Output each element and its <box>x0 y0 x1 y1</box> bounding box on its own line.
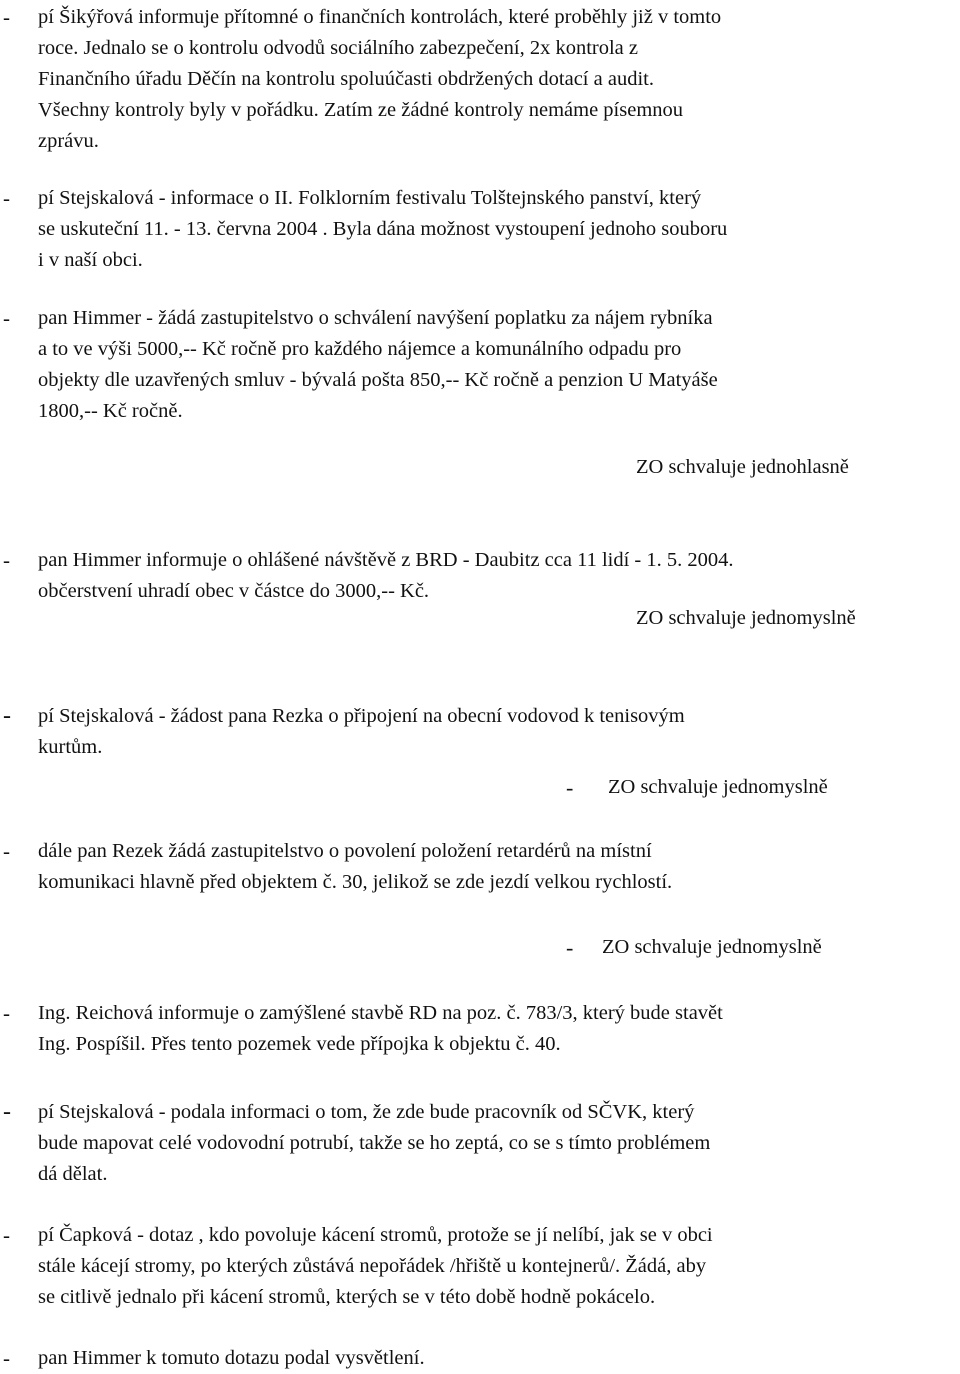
item-text-line: Všechny kontroly byly v pořádku. Zatím ze žádné kontroly nemáme písemnou <box>38 99 684 121</box>
item-text-line: komunikaci hlavně před objektem č. 30, jelikož se zde jezdí velkou rychlostí. <box>38 871 673 893</box>
item-text-line: se uskuteční 11. - 13. června 2004 . Byla dána možnost vystoupení jednoho souboru <box>38 218 728 240</box>
resolution-dash: - <box>566 775 574 800</box>
item-text-line: zprávu. <box>38 130 99 152</box>
item-text-line: pí Stejskalová - podala informaci o tom, že zde bude pracovník od SČVK, který <box>38 1101 695 1123</box>
list-dash: - <box>3 306 10 330</box>
list-dash: - <box>3 1223 10 1247</box>
list-dash: - <box>3 703 11 729</box>
item-text-line: bude mapovat celé vodovodní potrubí, takže se ho zeptá, co se s tímto problémem <box>38 1132 711 1154</box>
item-text-line: stále kácejí stromy, po kterých zůstává nepořádek /hřiště u kontejnerů/. Žádá, aby <box>38 1255 707 1277</box>
item-text-line: dá dělat. <box>38 1163 108 1185</box>
item-text-line: a to ve výši 5000,-- Kč ročně pro každého nájemce a komunálního odpadu pro <box>38 338 682 360</box>
item-text-line: pan Himmer - žádá zastupitelstvo o schválení navýšení poplatku za nájem rybníka <box>38 307 713 329</box>
list-dash: - <box>3 5 10 29</box>
list-dash: - <box>3 1346 10 1370</box>
resolution-text: ZO schvaluje jednomyslně <box>608 776 828 798</box>
item-text-line: pí Čapková - dotaz , kdo povoluje kácení stromů, protože se jí nelíbí, jak se v obci <box>38 1224 713 1246</box>
item-text-line: pan Himmer k tomuto dotazu podal vysvětlení. <box>38 1347 425 1369</box>
list-dash: - <box>3 548 10 572</box>
list-dash: - <box>3 1099 11 1125</box>
resolution-text: ZO schvaluje jednomyslně <box>636 607 856 629</box>
item-text-line: se citlivě jednalo při kácení stromů, kterých se v této době hodně pokácelo. <box>38 1286 656 1308</box>
item-text-line: Ing. Reichová informuje o zamýšlené stavbě RD na poz. č. 783/3, který bude stavět <box>38 1002 723 1024</box>
list-dash: - <box>3 186 10 210</box>
item-text-line: kurtům. <box>38 736 103 758</box>
item-text-line: dále pan Rezek žádá zastupitelstvo o povolení položení retardérů na místní <box>38 840 652 862</box>
item-text-line: pí Stejskalová - žádost pana Rezka o připojení na obecní vodovod k tenisovým <box>38 705 685 727</box>
list-dash: - <box>3 1001 10 1025</box>
resolution-text: ZO schvaluje jednomyslně <box>602 936 822 958</box>
item-text-line: roce. Jednalo se o kontrolu odvodů sociálního zabezpečení, 2x kontrola z <box>38 37 639 59</box>
resolution-text: ZO schvaluje jednohlasně <box>636 456 849 478</box>
list-dash: - <box>3 839 10 863</box>
item-text-line: i v naší obci. <box>38 249 143 271</box>
item-text-line: 1800,-- Kč ročně. <box>38 400 183 422</box>
resolution-dash: - <box>566 935 574 960</box>
item-text-line: objekty dle uzavřených smluv - bývalá pošta 850,-- Kč ročně a penzion U Matyáše <box>38 369 718 391</box>
item-text-line: pí Šikýřová informuje přítomné o finančních kontrolách, které proběhly již v tomto <box>38 6 722 28</box>
item-text-line: pan Himmer informuje o ohlášené návštěvě z BRD - Daubitz cca 11 lidí - 1. 5. 2004. <box>38 549 734 571</box>
item-text-line: pí Stejskalová - informace o II. Folklorním festivalu Tolštejnského panství, který <box>38 187 702 209</box>
item-text-line: Ing. Pospíšil. Přes tento pozemek vede přípojka k objektu č. 40. <box>38 1033 561 1055</box>
item-text-line: Finančního úřadu Děčín na kontrolu spoluúčasti obdržených dotací a audit. <box>38 68 654 90</box>
item-text-line: občerstvení uhradí obec v částce do 3000,-- Kč. <box>38 580 430 602</box>
